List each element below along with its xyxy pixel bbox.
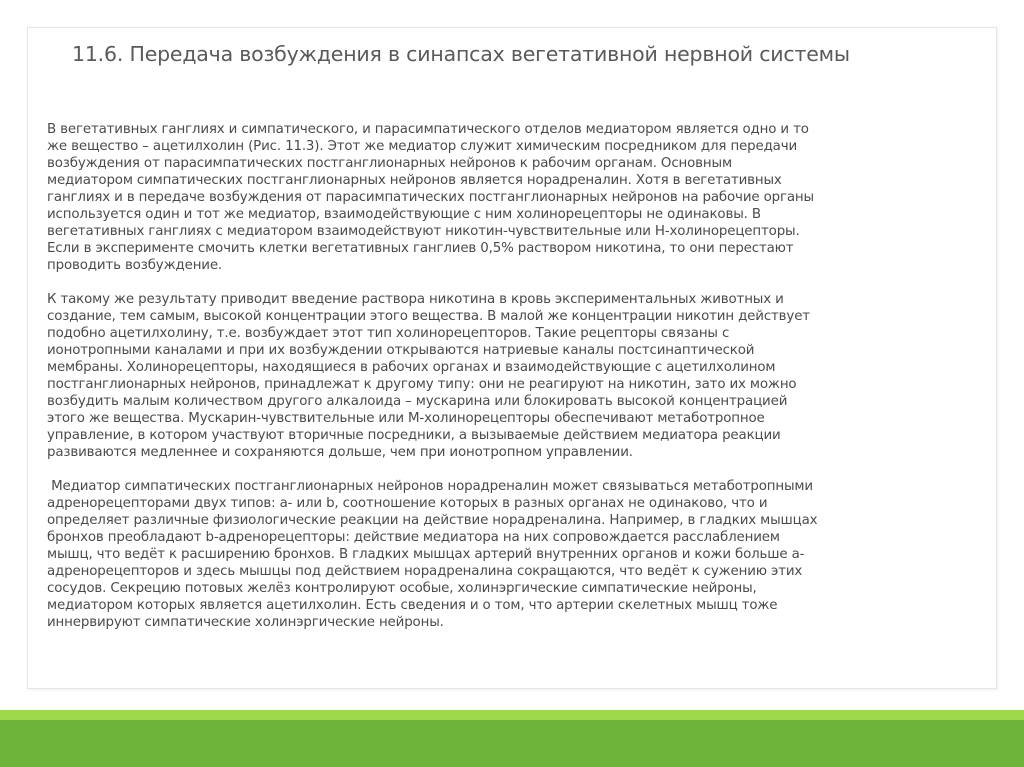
paragraph-2: [47, 291, 982, 461]
slide-body: [47, 121, 982, 631]
text-line: адренорецепторов и здесь мышцы под действием норадреналина сокращаются, что ведёт к сужению этих: [47, 564, 803, 579]
text-line: управление, в котором участвуют вторичные посредники, а вызываемые действием медиатора реакции: [47, 428, 781, 443]
paragraph-gap: [47, 461, 982, 478]
text-line: Если в эксперименте смочить клетки вегетативных ганглиев 0,5% раствором никотина, то они перестают: [47, 241, 794, 256]
text-line: медиатором которых является ацетилхолин. Есть сведения и о том, что артерии скелетных мышц тоже: [47, 598, 778, 613]
text-line: бронхов преобладают b-адренорецепторы: действие медиатора на них сопровождается расслаблением: [47, 530, 780, 545]
text-line: мышц, что ведёт к расширению бронхов. В гладких мышцах артерий внутренних органов и кожи больше а-: [47, 547, 805, 562]
text-line: проводить возбуждение.: [47, 258, 223, 273]
text-line: медиатором симпатических постганглионарных нейронов является норадреналин. Хотя в вегетативных: [47, 173, 782, 188]
text-line: подобно ацетилхолину, т.е. возбуждает этот тип холинорецепторов. Такие рецепторы связаны с: [47, 326, 730, 341]
text-line: определяет различные физиологические реакции на действие норадреналина. Например, в гладких мышцах: [47, 513, 818, 528]
text-line: сосудов. Секрецию потовых желёз контролируют особые, холинэргические симпатические нейроны,: [47, 581, 757, 596]
text-line: же вещество – ацетилхолин (Рис. 11.3). Этот же медиатор служит химическим посредником для передачи: [47, 139, 798, 154]
text-line: возбуждения от парасимпатических постганглионарных нейронов к рабочим органам. Основным: [47, 156, 732, 171]
text-line: развиваются медленнее и сохраняются дольше, чем при ионотропном управлении.: [47, 445, 633, 460]
text-line: постганглионарных нейронов, принадлежат к другому типу: они не реагируют на никотин, зато их можно: [47, 377, 797, 392]
text-line: Медиатор симпатических постганглионарных нейронов норадреналин может связываться метаботропными: [47, 479, 813, 494]
text-line: иннервируют симпатические холинэргические нейроны.: [47, 615, 444, 630]
text-line: создание, тем самым, высокой концентрации этого вещества. В малой же концентрации никотин действует: [47, 309, 810, 324]
text-line: К такому же результату приводит введение раствора никотина в кровь экспериментальных животных и: [47, 292, 784, 307]
footer-band-dark: [0, 720, 1024, 767]
text-line: мембраны. Холинорецепторы, находящиеся в рабочих органах и взаимодействующие с ацетилхолином: [47, 360, 776, 375]
text-line: ионотропными каналами и при их возбуждении открываются натриевые каналы постсинаптической: [47, 343, 755, 358]
paragraph-3: [47, 478, 982, 631]
footer-band-light: [0, 710, 1024, 720]
text-line: адренорецепторами двух типов: а- или b, соотношение которых в разных органах не одинаково, что и: [47, 496, 768, 511]
paragraph-gap: [47, 274, 982, 291]
slide-title: 11.6. Передача возбуждения в синапсах вегетативной нервной системы: [72, 42, 850, 66]
text-line: возбудить малым количеством другого алкалоида – мускарина или блокировать высокой концентрацией: [47, 394, 788, 409]
paragraph-1: [47, 121, 982, 274]
text-line: используется один и тот же медиатор, взаимодействующие с ним холинорецепторы не одинаковы. В: [47, 207, 761, 222]
text-line: вегетативных ганглиях с медиатором взаимодействуют никотин-чувствительные или Н-холинорецепторы.: [47, 224, 800, 239]
text-line: ганглиях и в передаче возбуждения от парасимпатических постганглионарных нейронов на рабочие органы: [47, 190, 814, 205]
text-line: В вегетативных ганглиях и симпатического, и парасимпатического отделов медиатором является одно и то: [47, 122, 809, 137]
text-line: этого же вещества. Мускарин-чувствительные или М-холинорецепторы обеспечивают метаботропное: [47, 411, 765, 426]
